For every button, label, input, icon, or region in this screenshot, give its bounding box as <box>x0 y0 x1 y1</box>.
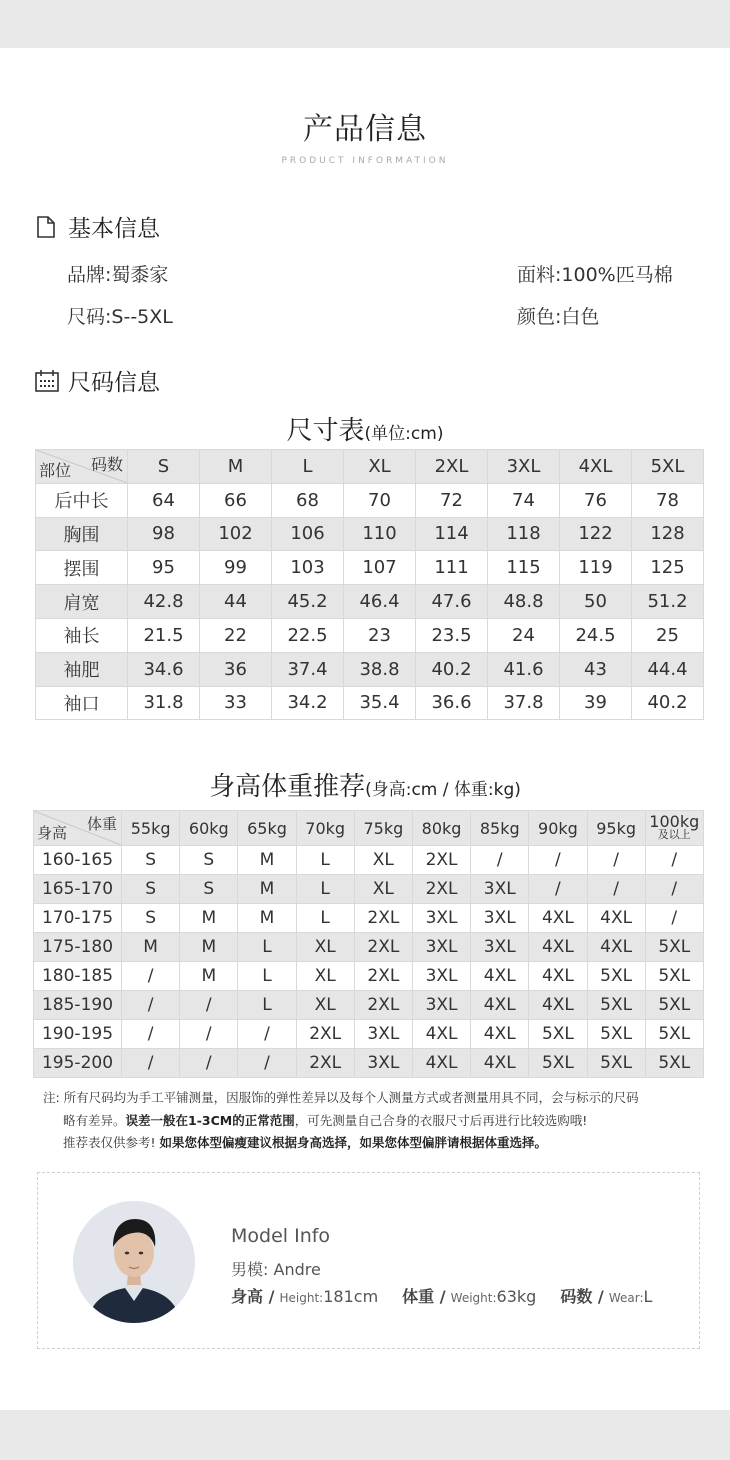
table-cell: 107 <box>344 551 416 585</box>
table-cell: 2XL <box>354 991 412 1020</box>
height-label: 180-185 <box>34 962 122 991</box>
weight-header-cell: 85kg <box>471 811 529 846</box>
table-cell: 22.5 <box>272 618 344 652</box>
document-icon <box>34 215 58 239</box>
table-cell: 51.2 <box>632 585 704 619</box>
table-cell: 5XL <box>529 1020 587 1049</box>
recommend-unit: (身高:cm / 体重:kg) <box>365 780 521 800</box>
table-cell: M <box>238 875 296 904</box>
table-cell: 5XL <box>529 1049 587 1078</box>
calendar-icon <box>34 369 58 393</box>
table-cell: 24.5 <box>560 618 632 652</box>
table-cell: L <box>296 904 354 933</box>
table-cell: 4XL <box>471 1020 529 1049</box>
model-name-label: 男模: <box>231 1260 269 1279</box>
table-cell: 122 <box>560 517 632 551</box>
table-cell: 118 <box>488 517 560 551</box>
table-cell: 4XL <box>529 962 587 991</box>
table-cell: 3XL <box>471 875 529 904</box>
table-cell: 3XL <box>412 904 470 933</box>
table-cell: 5XL <box>587 1049 645 1078</box>
table-cell: / <box>587 846 645 875</box>
table-row <box>34 904 704 933</box>
size-header-cell: 2XL <box>416 450 488 484</box>
table-cell: 114 <box>416 517 488 551</box>
table-row <box>34 1020 704 1049</box>
size-header-cell: L <box>272 450 344 484</box>
table-cell: 4XL <box>587 904 645 933</box>
table-cell: 4XL <box>412 1049 470 1078</box>
height-label: 190-195 <box>34 1020 122 1049</box>
weight-header-cell: 95kg <box>587 811 645 846</box>
model-height-en: Height: <box>279 1291 324 1305</box>
table-cell: 125 <box>632 551 704 585</box>
table-cell: 4XL <box>471 1049 529 1078</box>
table-cell: 37.4 <box>272 652 344 686</box>
table-cell: M <box>180 933 238 962</box>
size-header-cell: M <box>200 450 272 484</box>
note-line-2-c: ，可先测量自己合身的衣服尺寸后再进行比较选购哦! <box>294 1113 588 1128</box>
table-cell: 47.6 <box>416 585 488 619</box>
table-cell: 5XL <box>587 1020 645 1049</box>
table-cell: L <box>238 991 296 1020</box>
model-info-title: Model Info <box>231 1225 331 1247</box>
weight-header-cell: 60kg <box>180 811 238 846</box>
page-subtitle: PRODUCT INFORMATION <box>281 156 449 166</box>
color-info: 颜色:白色 <box>517 306 600 328</box>
table-row <box>36 483 704 517</box>
table-row <box>36 551 704 585</box>
table-cell: L <box>238 962 296 991</box>
corner-top-label: 码数 <box>90 455 123 474</box>
corner-top-label: 体重 <box>86 815 117 833</box>
table-cell: / <box>529 846 587 875</box>
table-row <box>36 517 704 551</box>
table-cell: 4XL <box>587 933 645 962</box>
size-header-cell: 3XL <box>488 450 560 484</box>
table-cell: 98 <box>128 517 200 551</box>
table-cell: 2XL <box>296 1020 354 1049</box>
table-cell: 5XL <box>587 991 645 1020</box>
height-label: 160-165 <box>34 846 122 875</box>
table-cell: 2XL <box>354 962 412 991</box>
table-cell: 46.4 <box>344 585 416 619</box>
table-row <box>36 618 704 652</box>
model-size-en: Wear: <box>608 1291 644 1305</box>
table-cell: S <box>180 846 238 875</box>
table-cell: 42.8 <box>128 585 200 619</box>
table-cell: 3XL <box>471 904 529 933</box>
table-cell: 5XL <box>645 991 703 1020</box>
size-table <box>35 449 704 720</box>
height-label: 175-180 <box>34 933 122 962</box>
table-cell: 66 <box>200 483 272 517</box>
table-cell: 4XL <box>529 904 587 933</box>
table-cell: 2XL <box>354 904 412 933</box>
table-cell: 36.6 <box>416 686 488 720</box>
height-label: 170-175 <box>34 904 122 933</box>
size-table-title-text: 尺寸表 <box>286 416 365 446</box>
table-cell: 4XL <box>471 991 529 1020</box>
table-cell: 119 <box>560 551 632 585</box>
weight-header-cell: 70kg <box>296 811 354 846</box>
table-cell: 2XL <box>412 846 470 875</box>
note-line-2-a: 略有差异。 <box>63 1113 126 1128</box>
table-cell: / <box>471 846 529 875</box>
row-label: 袖肥 <box>36 652 128 686</box>
table-cell: 70 <box>344 483 416 517</box>
table-cell: 4XL <box>471 962 529 991</box>
table-cell: 3XL <box>412 991 470 1020</box>
note-line-3 <box>63 1133 547 1151</box>
size-table-title <box>0 410 730 447</box>
table-cell: / <box>645 875 703 904</box>
basic-info-title: 基本信息 <box>68 216 160 242</box>
table-cell: 74 <box>488 483 560 517</box>
model-weight-value: 63kg <box>496 1287 537 1306</box>
size-header-row <box>36 450 704 484</box>
model-avatar <box>73 1201 195 1323</box>
note-line-2-b: 误差一般在1-3CM的正常范围 <box>125 1113 295 1128</box>
table-cell: 36 <box>200 652 272 686</box>
weight-header-cell: 55kg <box>122 811 180 846</box>
table-cell: / <box>180 1020 238 1049</box>
row-label: 摆围 <box>36 551 128 585</box>
table-cell: 76 <box>560 483 632 517</box>
table-cell: 3XL <box>471 933 529 962</box>
page <box>0 48 730 1410</box>
table-cell: / <box>180 991 238 1020</box>
table-cell: 37.8 <box>488 686 560 720</box>
table-cell: 95 <box>128 551 200 585</box>
table-cell: XL <box>354 875 412 904</box>
size-header-cell: 5XL <box>632 450 704 484</box>
table-cell: 21.5 <box>128 618 200 652</box>
weight-header-cell: 80kg <box>412 811 470 846</box>
corner-bottom-label: 身高 <box>37 824 68 842</box>
table-cell: 23 <box>344 618 416 652</box>
table-cell: S <box>122 846 180 875</box>
model-name-value: Andre <box>273 1260 321 1279</box>
table-cell: 106 <box>272 517 344 551</box>
recommend-header-row <box>34 811 704 846</box>
table-row <box>34 1049 704 1078</box>
table-cell: / <box>122 962 180 991</box>
table-cell: M <box>238 904 296 933</box>
table-cell: XL <box>354 846 412 875</box>
table-cell: / <box>122 1049 180 1078</box>
table-cell: 110 <box>344 517 416 551</box>
recommend-title <box>0 766 730 803</box>
table-cell: L <box>296 846 354 875</box>
table-cell: 24 <box>488 618 560 652</box>
table-cell: 5XL <box>587 962 645 991</box>
weight-header-cell <box>645 811 703 846</box>
table-cell: 2XL <box>412 875 470 904</box>
fabric-info: 面料:100%匹马棉 <box>517 264 673 286</box>
table-cell: 4XL <box>412 1020 470 1049</box>
size-table-unit: (单位:cm) <box>364 424 444 444</box>
row-label: 袖口 <box>36 686 128 720</box>
table-row <box>36 585 704 619</box>
table-cell: / <box>122 991 180 1020</box>
table-row <box>36 686 704 720</box>
table-cell: 128 <box>632 517 704 551</box>
model-weight-en: Weight: <box>450 1291 497 1305</box>
table-cell: 44.4 <box>632 652 704 686</box>
weight-last-sub: 及以上 <box>657 828 691 841</box>
table-cell: 5XL <box>645 1020 703 1049</box>
table-cell: 22 <box>200 618 272 652</box>
table-cell: XL <box>296 933 354 962</box>
table-cell: L <box>238 933 296 962</box>
weight-header-cell: 65kg <box>238 811 296 846</box>
table-cell: 3XL <box>412 962 470 991</box>
height-label: 185-190 <box>34 991 122 1020</box>
table-cell: M <box>180 962 238 991</box>
table-cell: / <box>238 1049 296 1078</box>
weight-header-cell: 90kg <box>529 811 587 846</box>
table-cell: 34.2 <box>272 686 344 720</box>
model-stats <box>231 1284 652 1307</box>
table-cell: S <box>122 875 180 904</box>
table-row <box>34 962 704 991</box>
table-cell: 102 <box>200 517 272 551</box>
table-cell: XL <box>296 962 354 991</box>
model-weight-label: 体重 / <box>402 1287 446 1306</box>
row-label: 袖长 <box>36 618 128 652</box>
table-row <box>34 991 704 1020</box>
weight-header-cell: 75kg <box>354 811 412 846</box>
table-cell: 23.5 <box>416 618 488 652</box>
table-cell: 2XL <box>296 1049 354 1078</box>
table-cell: M <box>238 846 296 875</box>
table-cell: S <box>180 875 238 904</box>
table-row <box>36 652 704 686</box>
table-cell: 64 <box>128 483 200 517</box>
table-cell: 4XL <box>529 991 587 1020</box>
note-line-3-b: 如果您体型偏瘦建议根据身高选择，如果您体型偏胖请根据体重选择。 <box>159 1135 548 1150</box>
weight-last-label: 100kg <box>649 812 700 831</box>
table-cell: S <box>122 904 180 933</box>
size-range-info: 尺码:S--5XL <box>67 306 173 328</box>
recommend-table <box>33 810 704 1078</box>
height-label: 165-170 <box>34 875 122 904</box>
row-label: 肩宽 <box>36 585 128 619</box>
table-cell: 4XL <box>529 933 587 962</box>
table-cell: M <box>122 933 180 962</box>
note-line-2 <box>63 1111 587 1129</box>
table-cell: 111 <box>416 551 488 585</box>
table-cell: 99 <box>200 551 272 585</box>
table-cell: 33 <box>200 686 272 720</box>
table-cell: 40.2 <box>632 686 704 720</box>
table-cell: 40.2 <box>416 652 488 686</box>
table-cell: M <box>180 904 238 933</box>
size-info-heading <box>34 364 160 397</box>
table-cell: L <box>296 875 354 904</box>
table-cell: / <box>238 1020 296 1049</box>
table-cell: 41.6 <box>488 652 560 686</box>
model-info-box <box>37 1172 700 1349</box>
table-cell: 31.8 <box>128 686 200 720</box>
model-size-label: 码数 / <box>560 1287 604 1306</box>
table-row <box>34 933 704 962</box>
table-cell: 3XL <box>354 1020 412 1049</box>
size-header-cell: S <box>128 450 200 484</box>
table-cell: 68 <box>272 483 344 517</box>
table-cell: 35.4 <box>344 686 416 720</box>
table-cell: 103 <box>272 551 344 585</box>
table-cell: 5XL <box>645 933 703 962</box>
table-cell: 3XL <box>412 933 470 962</box>
row-label: 胸围 <box>36 517 128 551</box>
corner-bottom-label: 部位 <box>39 460 72 480</box>
recommend-title-text: 身高体重推荐 <box>209 772 366 802</box>
table-cell: 115 <box>488 551 560 585</box>
table-cell: 2XL <box>354 933 412 962</box>
table-cell: 3XL <box>354 1049 412 1078</box>
table-row <box>34 875 704 904</box>
table-cell: / <box>587 875 645 904</box>
table-cell: 5XL <box>645 1049 703 1078</box>
table-cell: 72 <box>416 483 488 517</box>
table-cell: 25 <box>632 618 704 652</box>
model-height-label: 身高 / <box>231 1287 275 1306</box>
model-name <box>231 1257 321 1280</box>
size-table-corner <box>36 450 128 484</box>
size-header-cell: 4XL <box>560 450 632 484</box>
table-row <box>34 846 704 875</box>
table-cell: 45.2 <box>272 585 344 619</box>
table-cell: / <box>645 846 703 875</box>
table-cell: / <box>645 904 703 933</box>
table-cell: / <box>529 875 587 904</box>
model-size-value: L <box>643 1287 653 1306</box>
table-cell: 5XL <box>645 962 703 991</box>
table-cell: 44 <box>200 585 272 619</box>
size-info-title: 尺码信息 <box>68 370 160 396</box>
table-cell: 78 <box>632 483 704 517</box>
table-cell: 39 <box>560 686 632 720</box>
recommend-table-corner <box>34 811 122 846</box>
table-cell: 38.8 <box>344 652 416 686</box>
height-label: 195-200 <box>34 1049 122 1078</box>
table-cell: 43 <box>560 652 632 686</box>
size-header-cell: XL <box>344 450 416 484</box>
model-height-value: 181cm <box>323 1287 379 1306</box>
table-cell: / <box>180 1049 238 1078</box>
table-cell: 50 <box>560 585 632 619</box>
table-cell: / <box>122 1020 180 1049</box>
table-cell: 34.6 <box>128 652 200 686</box>
table-cell: 48.8 <box>488 585 560 619</box>
table-cell: XL <box>296 991 354 1020</box>
brand-info: 品牌:蜀黍家 <box>67 264 169 286</box>
note-line-1: 注: 所有尺码均为手工平铺测量，因服饰的弹性差异以及每个人测量方式或者测量用具不同，会与标示的尺码 <box>43 1090 639 1105</box>
note-line-3-a: 推荐表仅供参考! <box>63 1135 160 1150</box>
page-title: 产品信息 <box>303 112 427 147</box>
basic-info-heading <box>34 210 160 243</box>
row-label: 后中长 <box>36 483 128 517</box>
